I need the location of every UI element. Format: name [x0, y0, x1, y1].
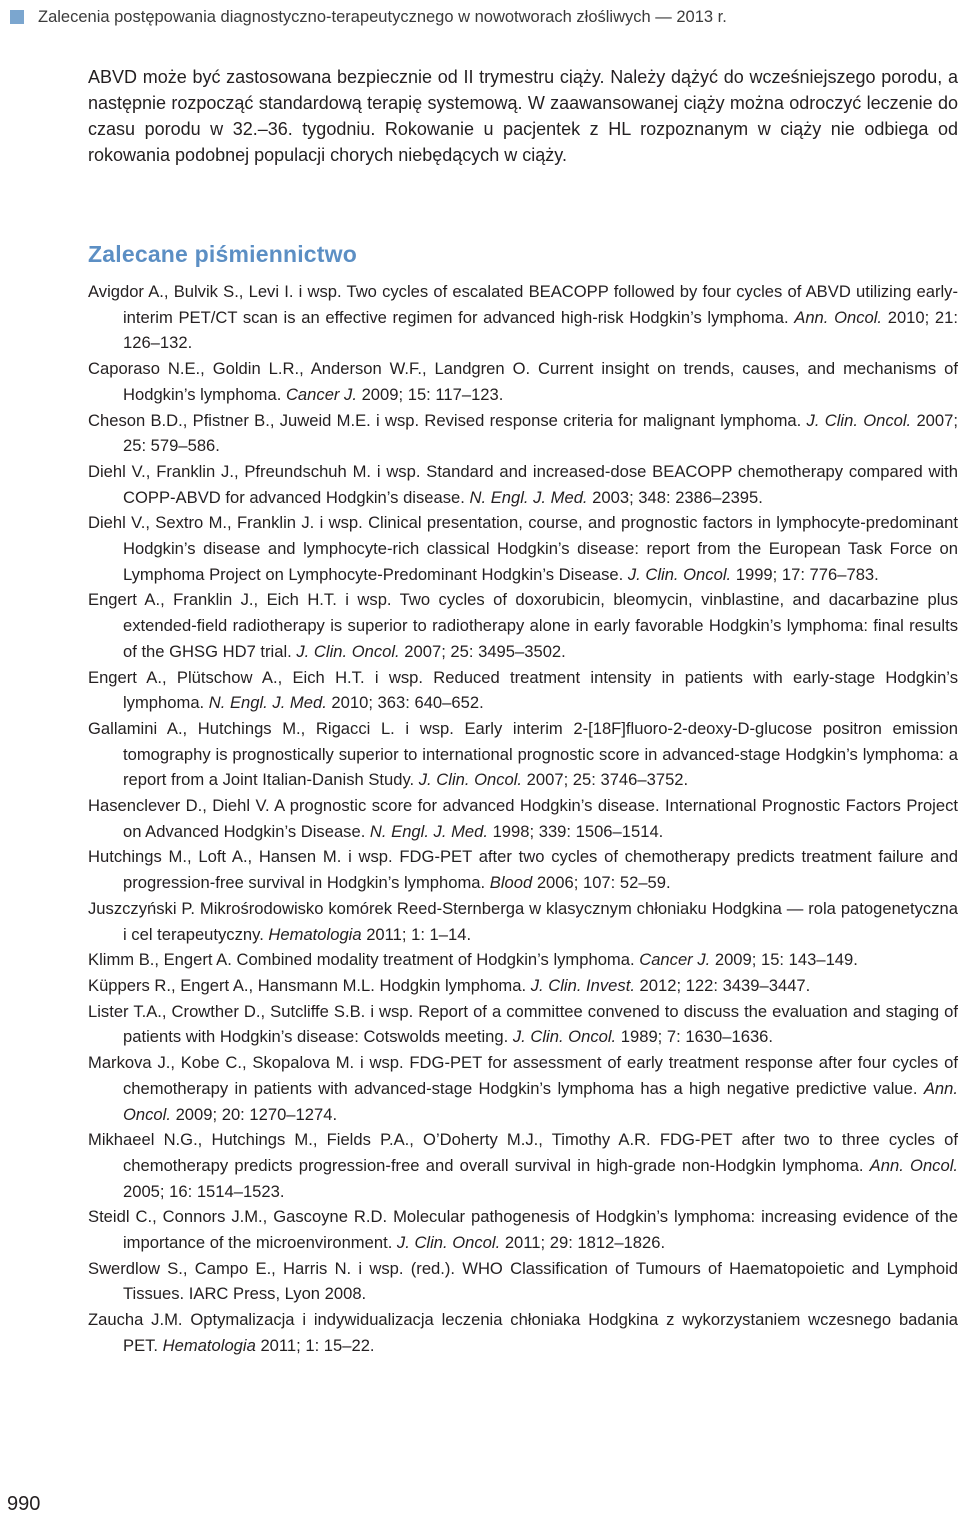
section-heading-references: Zalecane piśmiennictwo [88, 241, 357, 267]
reference-item [88, 716, 958, 793]
reference-item [88, 459, 958, 510]
reference-item [88, 947, 958, 973]
reference-item [88, 1050, 958, 1127]
reference-citation: 2010; 363: 640–652. [326, 693, 484, 713]
reference-citation: 2006; 107: 52–59. [532, 873, 671, 893]
reference-citation: 2010; 21: 126–132. [123, 307, 958, 353]
reference-citation: 1999; 17: 776–783. [731, 564, 879, 584]
reference-citation: 2003; 348: 2386–2395. [587, 487, 763, 507]
reference-text: Cheson B.D., Pfistner B., Juweid M.E. i wsp. Revised response criteria for malignant lymphoma. [88, 410, 807, 430]
reference-text: Markova J., Kobe C., Skopalova M. i wsp. FDG-PET for assessment of early treatment response after four cycles of chemotherapy in patients with advanced-stage Hodgkin’s lymphoma has a high negative predictive value. [88, 1053, 958, 1098]
reference-journal: J. Clin. Oncol. [627, 564, 732, 584]
reference-text: Caporaso N.E., Goldin L.R., Anderson W.F., Landgren O. Current insight on trends, causes, and mechanisms of Hodgkin’s lymphoma. [88, 359, 958, 404]
reference-citation: 2007; 25: 3746–3752. [522, 770, 689, 790]
reference-item [88, 896, 958, 947]
reference-text: Hasenclever D., Diehl V. A prognostic score for advanced Hodgkin’s disease. International Prognostic Factors Project on Advanced Hodgkin’s Disease. [88, 796, 958, 841]
reference-citation: 2009; 15: 117–123. [356, 384, 504, 404]
reference-text: Hutchings M., Loft A., Hansen M. i wsp. FDG-PET after two cycles of chemotherapy predicts treatment failure and progression-free survival in Hodgkin’s lymphoma. [88, 847, 958, 893]
reference-list [88, 279, 958, 1359]
reference-journal: N. Engl. J. Med. [369, 821, 488, 841]
reference-item [88, 973, 958, 999]
reference-citation: 2012; 122: 3439–3447. [634, 975, 811, 995]
page-number: 990 [7, 1493, 41, 1515]
reference-journal: Cancer J. [639, 950, 711, 970]
reference-text: Diehl V., Sextro M., Franklin J. i wsp. Clinical presentation, course, and prognostic factors in lymphocyte-predominant Hodgkin’s disease and lymphocyte-rich classical Hodgkin’s disease: report from the European Task Force on Lymphoma Project on Lymphocyte-Predominant Hodgkin’s Disease. [88, 513, 958, 584]
reference-item [88, 793, 958, 844]
reference-citation: 1998; 339: 1506–1514. [487, 821, 664, 841]
reference-journal: Hematologia [268, 924, 362, 944]
reference-text: Avigdor A., Bulvik S., Levi I. i wsp. Two cycles of escalated BEACOPP followed by four cycles of ABVD utilizing early-interim PET/CT scan is an effective regimen for advanced high-risk Hodgkin’s lymphoma. [88, 282, 958, 327]
reference-item [88, 665, 958, 716]
reference-journal: Cancer J. [285, 384, 357, 404]
reference-journal: Ann. Oncol. [123, 1078, 958, 1124]
reference-item [88, 279, 958, 356]
running-header [10, 6, 727, 28]
reference-citation: 2007; 25: 579–586. [123, 410, 958, 456]
reference-citation: 2005; 16: 1514–1523. [123, 1181, 285, 1201]
reference-text: Swerdlow S., Campo E., Harris N. i wsp. (red.). WHO Classification of Tumours of Haematopoietic and Lymphoid Tissues. IARC Press, Lyon 2008. [88, 1258, 958, 1304]
reference-text: Engert A., Plütschow A., Eich H.T. i wsp. Reduced treatment intensity in patients with early-stage Hodgkin’s lymphoma. [88, 667, 958, 713]
reference-journal: N. Engl. J. Med. [208, 693, 327, 713]
reference-text: Steidl C., Connors J.M., Gascoyne R.D. Molecular pathogenesis of Hodgkin’s lymphoma: increasing evidence of the importance of the microenvironment. [88, 1207, 958, 1253]
reference-citation: 2009; 20: 1270–1274. [170, 1104, 338, 1124]
reference-text: Zaucha J.M. Optymalizacja i indywidualizacja leczenia chłoniaka Hodgkina z wykorzystaniem wczesnego badania PET. [88, 1310, 958, 1355]
reference-citation: 2011; 1: 15–22. [255, 1335, 375, 1355]
running-header-title: Zalecenia postępowania diagnostyczno-terapeutycznego w nowotworach złośliwych — 2013 r. [38, 7, 727, 26]
reference-text: Klimm B., Engert A. Combined modality treatment of Hodgkin’s lymphoma. [88, 950, 640, 970]
reference-journal: Hematologia [162, 1335, 256, 1355]
reference-journal: J. Clin. Invest. [530, 975, 635, 995]
reference-text: Gallamini A., Hutchings M., Rigacci L. i wsp. Early interim 2-[18F]fluoro-2-deoxy-D-glucose positron emission tomography is prognostically superior to international prognostic score in advanced-stage Hodgkin’s lymphoma: a report from a Joint Italian-Danish Study. [88, 718, 958, 790]
reference-citation: 2011; 1: 1–14. [361, 924, 472, 944]
reference-text: Juszczyński P. Mikrośrodowisko komórek Reed-Sternberga w klasycznym chłoniaku Hodgkina — rola patogenetyczna i cel terapeutyczny. [88, 898, 958, 944]
reference-item [88, 408, 958, 459]
reference-journal: Blood [489, 873, 533, 893]
reference-text: Mikhaeel N.G., Hutchings M., Fields P.A., O’Doherty M.J., Timothy A.R. FDG-PET after two to three cycles of chemotherapy predicts progression-free and overall survival in high-grade non-Hodgkin lymphoma. [88, 1130, 958, 1175]
reference-item [88, 1307, 958, 1358]
reference-item [88, 1127, 958, 1204]
reference-text: Engert A., Franklin J., Eich H.T. i wsp. Two cycles of doxorubicin, bleomycin, vinblastine, and dacarbazine plus extended-field radiotherapy is superior to radiotherapy alone in early favorable Hodgkin’s lymphoma: final results of the GHSG HD7 trial. [88, 590, 958, 661]
reference-citation: 2011; 29: 1812–1826. [500, 1233, 666, 1253]
reference-journal: J. Clin. Oncol. [296, 641, 400, 661]
reference-item [88, 510, 958, 587]
reference-item [88, 587, 958, 664]
reference-citation: 1989; 7: 1630–1636. [616, 1027, 774, 1047]
reference-item [88, 1204, 958, 1255]
reference-citation: 2009; 15: 143–149. [710, 950, 858, 970]
body-paragraph: ABVD może być zastosowana bezpiecznie od II trymestru ciąży. Należy dążyć do wcześniejszego porodu, a następnie rozpocząć standardową terapię systemową. W zaawansowanej ciąży można odroczyć leczenie do czasu porodu w 32.–36. tygodniu. Rokowanie u pacjentek z HL rozpoznanym w ciąży nie odbiega od rokowania podobnej populacji chorych niebędących w ciąży. [88, 67, 958, 165]
reference-journal: J. Clin. Oncol. [512, 1027, 617, 1047]
reference-journal: N. Engl. J. Med. [469, 487, 588, 507]
reference-text: Lister T.A., Crowther D., Sutcliffe S.B. i wsp. Report of a committee convened to discuss the evaluation and staging of patients with Hodgkin’s disease: Cotswolds meeting. [88, 1001, 958, 1047]
reference-item [88, 844, 958, 895]
reference-item [88, 1256, 958, 1307]
reference-item [88, 999, 958, 1050]
reference-citation: 2007; 25: 3495–3502. [399, 641, 566, 661]
reference-journal: Ann. Oncol. [869, 1155, 958, 1175]
header-square-marker [10, 10, 24, 24]
reference-journal: J. Clin. Oncol. [806, 410, 912, 430]
reference-journal: J. Clin. Oncol. [396, 1233, 501, 1253]
reference-journal: Ann. Oncol. [794, 307, 883, 327]
reference-text: Küppers R., Engert A., Hansmann M.L. Hodgkin lymphoma. [88, 975, 531, 995]
reference-item [88, 356, 958, 407]
reference-text: Diehl V., Franklin J., Pfreundschuh M. i wsp. Standard and increased-dose BEACOPP chemotherapy compared with COPP-ABVD for advanced Hodgkin’s disease. [88, 461, 958, 507]
reference-journal: J. Clin. Oncol. [418, 770, 523, 790]
